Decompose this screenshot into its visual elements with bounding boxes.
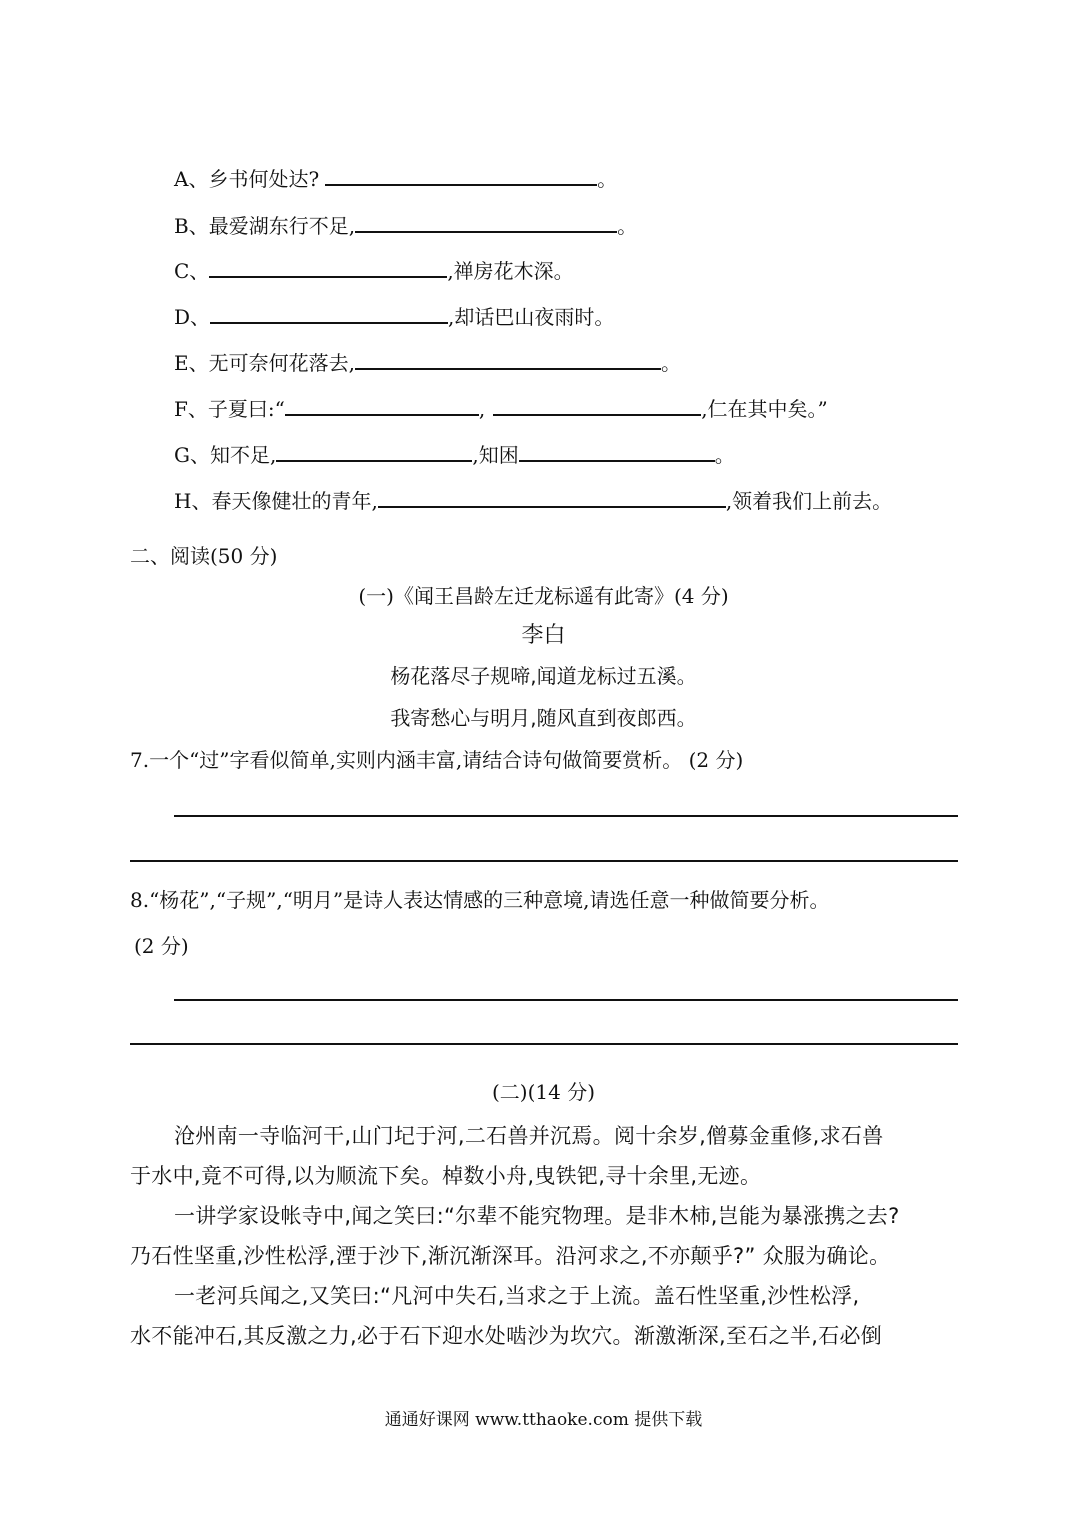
answer-blank-e[interactable]	[355, 348, 661, 370]
answer-blank-b[interactable]	[355, 211, 617, 233]
answer-line-q7-1[interactable]	[174, 815, 958, 817]
fill-item-g-end: 。	[714, 443, 735, 467]
fill-item-b-text: B、最爱湖东行不足,	[174, 214, 356, 238]
page-footer: 通通好课网 www.tthaoke.com 提供下载	[384, 1410, 703, 1430]
fill-item-e-text: E、无可奈何花落去,	[174, 351, 355, 375]
fill-item-d-end: ,却话巴山夜雨时。	[448, 305, 615, 329]
poem-line-2: 我寄愁心与明月,随风直到夜郎西。	[390, 706, 697, 730]
answer-line-q7-2[interactable]	[130, 860, 958, 862]
answer-blank-c[interactable]	[209, 256, 447, 278]
prose-p2-line1: 一讲学家设帐寺中,闻之笑曰:“尔辈不能究物理。是非木柿,岂能为暴涨携之去?	[174, 1204, 900, 1228]
prose-p2-line2: 乃石性坚重,沙性松浮,湮于沙下,渐沉渐深耳。沿河求之,不亦颠乎?” 众服为确论。	[130, 1244, 891, 1268]
question-7: 7.一个“过”字看似简单,实则内涵丰富,请结合诗句做简要赏析。 (2 分)	[130, 748, 744, 772]
fill-item-a-text: A、乡书何处达?	[174, 167, 320, 191]
prose-p3-line2: 水不能冲石,其反激之力,必于石下迎水处啮沙为坎穴。渐激渐深,至石之半,石必倒	[130, 1324, 883, 1348]
section-title: 二、阅读(50 分)	[130, 544, 278, 568]
fill-item-e	[174, 348, 681, 377]
fill-item-f-mid: ,	[478, 397, 486, 421]
fill-item-c	[174, 256, 574, 285]
fill-item-h-text: H、春天像健壮的青年,	[174, 489, 378, 513]
fill-item-d	[174, 302, 614, 331]
fill-item-c-text: C、	[174, 259, 210, 283]
question-8-score: (2 分)	[134, 934, 189, 958]
answer-blank-g2[interactable]	[519, 440, 715, 462]
fill-item-b-end: 。	[617, 214, 638, 238]
poem-author: 李白	[521, 623, 566, 648]
fill-item-a	[174, 164, 617, 193]
answer-blank-d[interactable]	[210, 302, 448, 324]
fill-item-e-end: 。	[660, 351, 681, 375]
answer-line-q8-1[interactable]	[174, 999, 958, 1001]
fill-item-g	[174, 440, 735, 469]
poem-heading: (一)《闻王昌龄左迁龙标遥有此寄》(4 分)	[358, 584, 729, 608]
answer-blank-h[interactable]	[378, 486, 726, 508]
answer-blank-f2[interactable]	[493, 394, 701, 416]
answer-blank-g1[interactable]	[276, 440, 472, 462]
prose-p3-line1: 一老河兵闻之,又笑曰:“凡河中失石,当求之于上流。盖石性坚重,沙性松浮,	[174, 1284, 860, 1308]
part2-heading: (二)(14 分)	[491, 1080, 596, 1104]
prose-p1-line2: 于水中,竟不可得,以为顺流下矣。棹数小舟,曳铁钯,寻十余里,无迹。	[130, 1164, 762, 1188]
answer-blank-f1[interactable]	[285, 394, 479, 416]
question-8: 8.“杨花”,“子规”,“明月”是诗人表达情感的三种意境,请选任意一种做简要分析。	[130, 888, 830, 912]
fill-item-f	[174, 394, 828, 423]
fill-item-g-text: G、知不足,	[174, 443, 277, 467]
fill-item-d-text: D、	[174, 305, 211, 329]
fill-item-h	[174, 486, 892, 515]
fill-item-b	[174, 211, 637, 240]
fill-item-f-end: ,仁在其中矣。”	[701, 397, 828, 421]
prose-p1-line1: 沧州南一寺临河干,山门圮于河,二石兽并沉焉。阅十余岁,僧募金重修,求石兽	[174, 1124, 884, 1148]
answer-line-q8-2[interactable]	[130, 1043, 958, 1045]
fill-item-g-mid: ,知困	[472, 443, 519, 467]
poem-line-1: 杨花落尽子规啼,闻道龙标过五溪。	[390, 664, 697, 688]
answer-blank-a[interactable]	[325, 164, 597, 186]
fill-item-f-text: F、子夏曰:“	[174, 397, 285, 421]
fill-item-h-end: ,领着我们上前去。	[725, 489, 893, 513]
fill-item-a-end: 。	[597, 167, 618, 191]
fill-item-c-end: ,禅房花木深。	[447, 259, 574, 283]
